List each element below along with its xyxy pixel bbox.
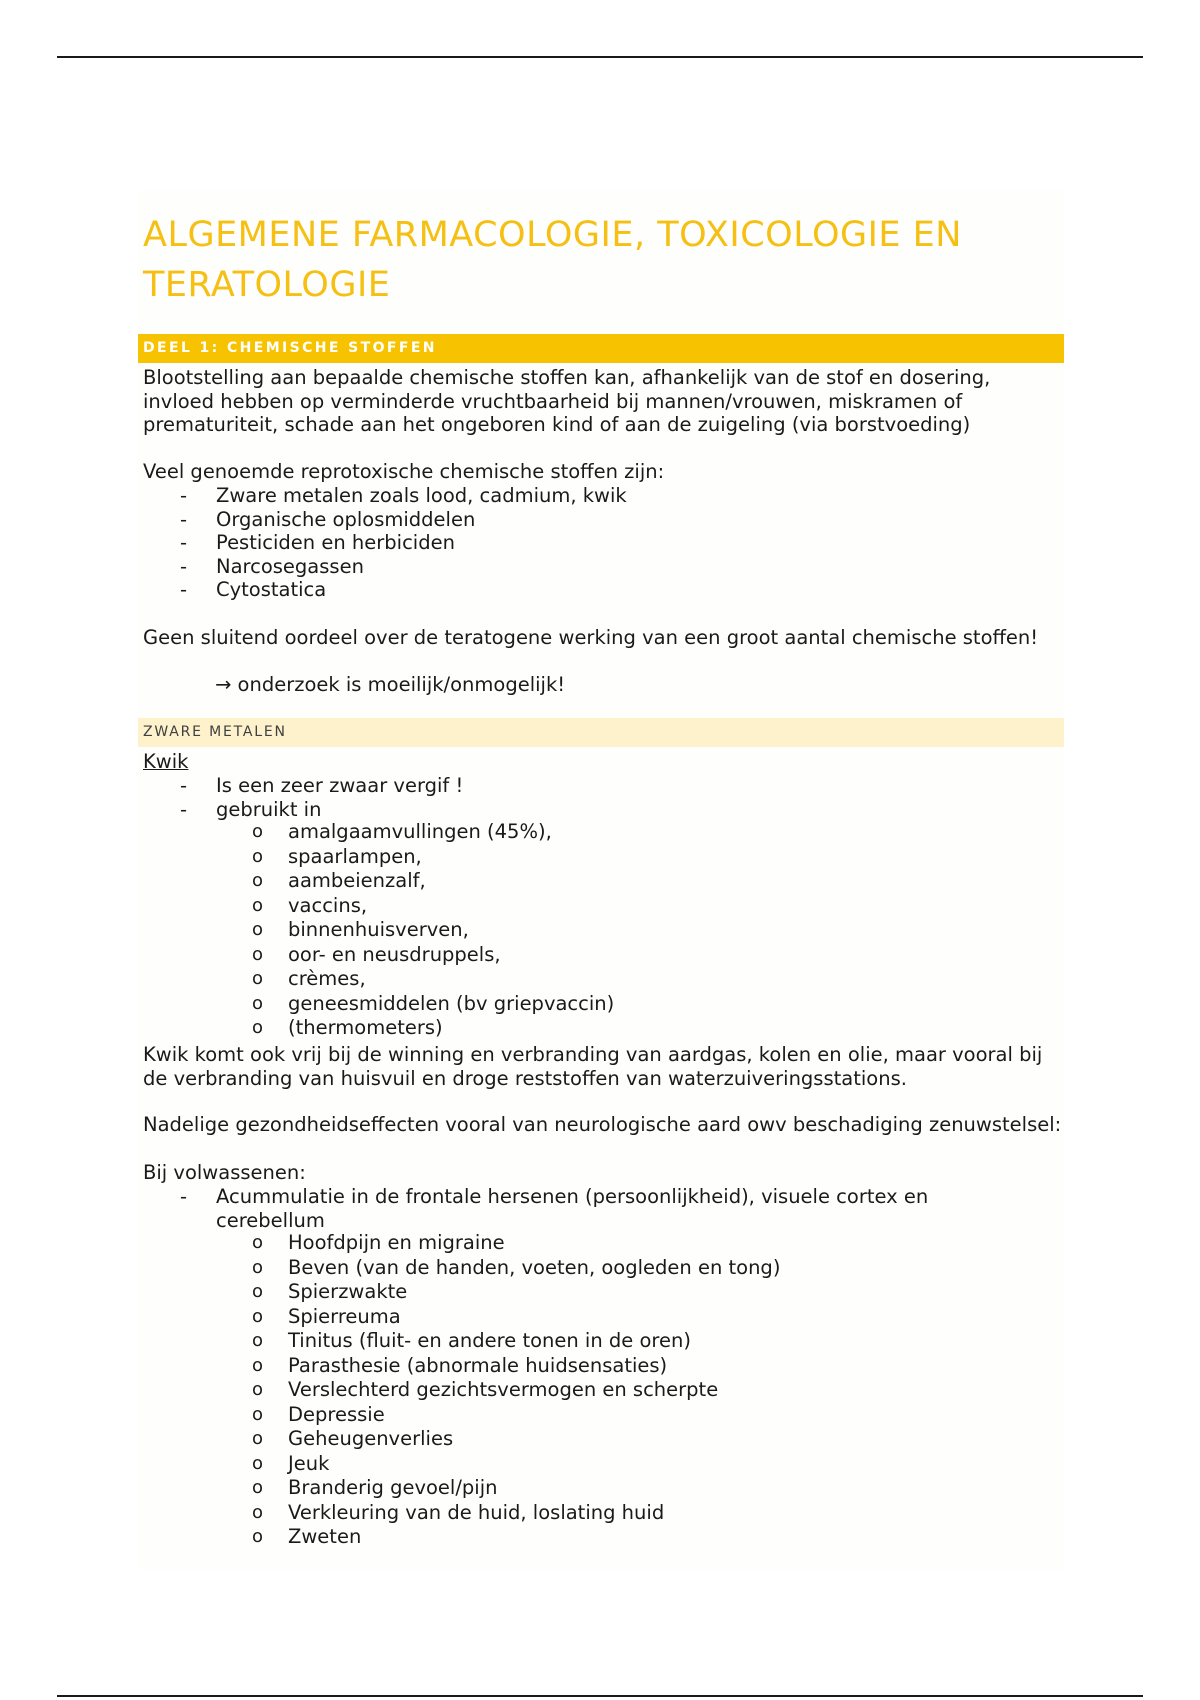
document-title: ALGEMENE FARMACOLOGIE, TOXICOLOGIE EN TERATOLOGIE bbox=[143, 215, 962, 305]
kwik-use-item: oor- en neusdruppels, bbox=[288, 942, 501, 966]
symptom-item: Hoofdpijn en migraine bbox=[288, 1231, 505, 1254]
symptom-item: Verkleuring van de huid, loslating huid bbox=[288, 1500, 665, 1524]
kwik-item: gebruikt in bbox=[216, 798, 322, 821]
kwik-use-item: binnenhuisverven, bbox=[288, 918, 469, 941]
symptom-bullet: o bbox=[252, 1501, 264, 1523]
section-heading-zware-metalen: ZWARE METALEN bbox=[138, 718, 1064, 747]
kwik-use-item: amalgaamvullingen (45%), bbox=[288, 820, 552, 843]
symptom-bullet: o bbox=[252, 1452, 264, 1474]
symptom-item: Parasthesie (abnormale huidsensaties) bbox=[288, 1353, 668, 1377]
reprotoxic-list-bullet: - bbox=[180, 484, 188, 507]
symptom-bullet: o bbox=[252, 1305, 264, 1327]
kwik-use-bullet: o bbox=[252, 1017, 264, 1038]
reprotoxic-list-item: Organische oplosmiddelen bbox=[216, 507, 476, 531]
symptom-bullet: o bbox=[252, 1526, 264, 1547]
symptom-item: Spierreuma bbox=[288, 1304, 401, 1328]
kwik-use-bullet: o bbox=[252, 821, 264, 842]
reprotoxic-list-item: Pesticiden en herbiciden bbox=[216, 531, 455, 554]
kwik-use-item: geneesmiddelen (bv griepvaccin) bbox=[288, 991, 615, 1015]
symptom-item: Beven (van de handen, voeten, oogleden en tong) bbox=[288, 1255, 781, 1279]
bottom-rule bbox=[57, 1695, 1143, 1697]
reprotoxic-list-bullet: - bbox=[180, 531, 188, 554]
accumulation-bullet: - bbox=[180, 1185, 188, 1208]
accumulation-item: Acummulatie in de frontale hersenen (persoonlijkheid), visuele cortex en cerebellum bbox=[216, 1185, 929, 1232]
kwik-use-item: vaccins, bbox=[288, 893, 368, 917]
kwik-bullet: - bbox=[180, 798, 188, 821]
intro-paragraph: Blootstelling aan bepaalde chemische stoffen kan, afhankelijk van de stof en dosering, invloed hebben op verminderde vruchtbaarheid bij mannen/vrouwen, miskramen of prematuriteit, schade aan het ongeboren kind of aan de zuigeling (via borstvoeding) bbox=[143, 366, 991, 436]
top-rule bbox=[57, 56, 1143, 58]
section-heading-chemische-stoffen: DEEL 1: CHEMISCHE STOFFEN bbox=[138, 334, 1064, 363]
kwik-use-bullet: o bbox=[252, 968, 264, 989]
kwik-use-item: crèmes, bbox=[288, 967, 366, 990]
kwik-use-bullet: o bbox=[252, 919, 264, 940]
kwik-use-bullet: o bbox=[252, 845, 264, 867]
reprotoxic-list-item: Zware metalen zoals lood, cadmium, kwik bbox=[216, 484, 627, 507]
reprotoxic-list-item: Narcosegassen bbox=[216, 554, 364, 578]
reprotoxic-list-item: Cytostatica bbox=[216, 578, 327, 601]
kwik-bullet: - bbox=[180, 774, 188, 797]
symptom-bullet: o bbox=[252, 1232, 264, 1253]
symptom-item: Tinitus (fluit- en andere tonen in de oren) bbox=[288, 1329, 691, 1352]
symptom-bullet: o bbox=[252, 1477, 264, 1498]
reprotoxic-list-bullet: - bbox=[180, 578, 188, 601]
symptom-item: Depressie bbox=[288, 1402, 385, 1426]
kwik-use-item: aambeienzalf, bbox=[288, 869, 426, 892]
symptom-bullet: o bbox=[252, 1354, 264, 1376]
adults-label: Bij volwassenen: bbox=[143, 1161, 306, 1184]
kwik-item: Is een zeer zwaar vergif ! bbox=[216, 774, 464, 797]
release-paragraph: Kwik komt ook vrij bij de winning en verbranding van aardgas, kolen en olie, maar vooral bij de verbranding van huisvuil en droge reststoffen van waterzuiveringsstations. bbox=[143, 1043, 1043, 1090]
subheading-kwik: Kwik bbox=[143, 750, 189, 773]
symptom-item: Geheugenverlies bbox=[288, 1427, 454, 1450]
reprotoxic-list-bullet: - bbox=[180, 507, 188, 531]
effects-intro: Nadelige gezondheidseffecten vooral van neurologische aard owv beschadiging zenuwstelsel: bbox=[143, 1113, 1062, 1136]
kwik-use-bullet: o bbox=[252, 894, 264, 916]
symptom-bullet: o bbox=[252, 1379, 264, 1400]
kwik-use-item: (thermometers) bbox=[288, 1016, 443, 1039]
symptom-bullet: o bbox=[252, 1428, 264, 1449]
reprotoxic-list-bullet: - bbox=[180, 554, 188, 578]
symptom-bullet: o bbox=[252, 1256, 264, 1278]
symptom-item: Spierzwakte bbox=[288, 1280, 408, 1303]
symptom-bullet: o bbox=[252, 1403, 264, 1425]
symptom-item: Zweten bbox=[288, 1525, 362, 1548]
kwik-use-bullet: o bbox=[252, 992, 264, 1014]
kwik-use-bullet: o bbox=[252, 943, 264, 965]
list-intro: Veel genoemde reprotoxische chemische stoffen zijn: bbox=[143, 460, 665, 483]
kwik-use-item: spaarlampen, bbox=[288, 844, 422, 868]
kwik-use-bullet: o bbox=[252, 870, 264, 891]
symptom-bullet: o bbox=[252, 1330, 264, 1351]
symptom-item: Branderig gevoel/pijn bbox=[288, 1476, 498, 1499]
symptom-item: Jeuk bbox=[288, 1451, 330, 1475]
symptom-bullet: o bbox=[252, 1281, 264, 1302]
arrow-note: → onderzoek is moeilijk/onmogelijk! bbox=[215, 673, 566, 696]
symptom-item: Verslechterd gezichtsvermogen en scherpte bbox=[288, 1378, 719, 1401]
conclusion-paragraph: Geen sluitend oordeel over de teratogene werking van een groot aantal chemische stoffen! bbox=[143, 626, 1039, 649]
